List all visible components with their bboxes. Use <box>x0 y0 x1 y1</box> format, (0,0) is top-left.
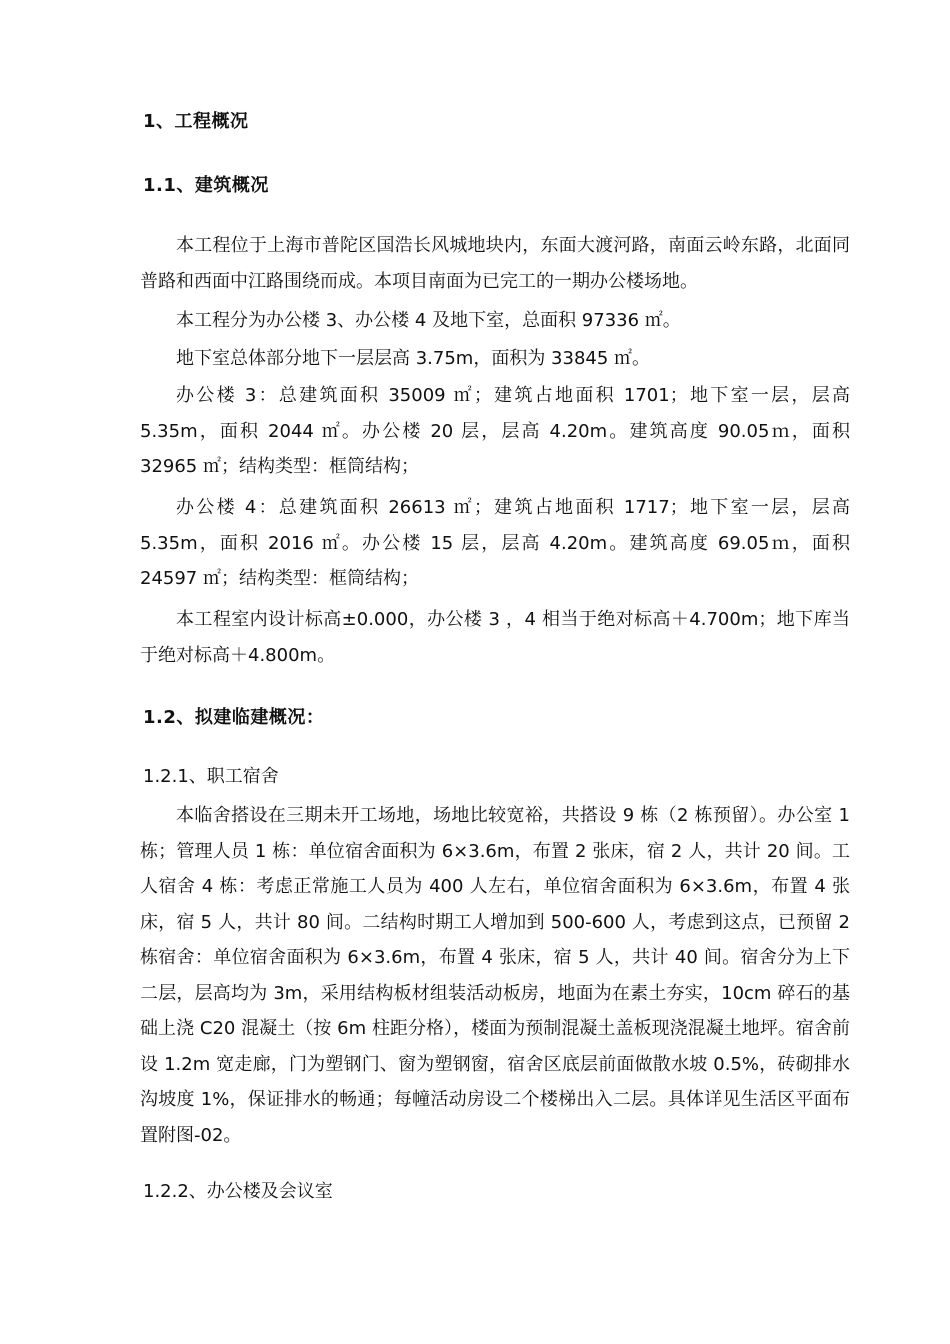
paragraph-office-4: 办公楼 4：总建筑面积 26613 ㎡；建筑占地面积 1717；地下室一层，层高 5.35m，面积 2016 ㎡。办公楼 15 层，层高 4.20m。建筑高度 69.05ｍ，面积 24597 ㎡；结构类型：框筒结构； <box>140 497 850 589</box>
paragraph-basement: 地下室总体部分地下一层层高 3.75m，面积为 33845 ㎡。 <box>176 348 651 369</box>
section-heading-1-2: 1.2、拟建临建概况： <box>143 707 325 728</box>
paragraph-elevation: 本工程室内设计标高±0.000，办公楼 3 ，4 相当于绝对标高＋4.700m；地下库当于绝对标高＋4.800m。 <box>140 609 850 666</box>
section-heading-1-1: 1.1、建筑概况 <box>143 175 269 196</box>
section-heading-1: 1、工程概况 <box>143 111 249 132</box>
paragraph-office-3: 办公楼 3：总建筑面积 35009 ㎡；建筑占地面积 1701；地下室一层，层高 5.35m，面积 2044 ㎡。办公楼 20 层，层高 4.20m。建筑高度 90.05ｍ，面积 32965 ㎡；结构类型：框筒结构； <box>140 385 850 477</box>
paragraph-total-area: 本工程分为办公楼 3、办公楼 4 及地下室，总面积 97336 ㎡。 <box>176 310 681 331</box>
paragraph-location: 本工程位于上海市普陀区国浩长风城地块内，东面大渡河路，南面云岭东路，北面同普路和西面中江路围绕而成。本项目南面为已完工的一期办公楼场地。 <box>140 235 850 292</box>
section-heading-1-2-2: 1.2.2、办公楼及会议室 <box>143 1181 333 1202</box>
section-heading-1-2-1: 1.2.1、职工宿舍 <box>143 766 279 787</box>
paragraph-dormitory: 本临舍搭设在三期未开工场地，场地比较宽裕，共搭设 9 栋（2 栋预留）。办公室 1 栋；管理人员 1 栋：单位宿舍面积为 6×3.6m，布置 2 张床，宿 2 人，共计 20 间。工人宿舍 4 栋：考虑正常施工人员为 400 人左右，单位宿舍面积为 6×3.6m，布置 4 张床，宿 5 人，共计 80 间。二结构时期工人增加到 500-600 人，考虑到这点，已预留 2 栋宿舍：单位宿舍面积为 6×3.6m，布置 4 张床，宿 5 人，共计 40 间。宿舍分为上下二层，层高均为 3m，采用结构板材组装活动板房，地面为在素土夯实，10cm 碎石的基础上浇 C20 混凝土（按 6m 柱距分格），楼面为预制混凝土盖板现浇混凝土地坪。宿舍前设 1.2m 宽走廊，门为塑钢门、窗为塑钢窗，宿舍区底层前面做散水坡 0.5%，砖砌排水沟坡度 1%，保证排水的畅通；每幢活动房设二个楼梯出入二层。具体详见生活区平面布置附图-02。 <box>140 805 850 1146</box>
